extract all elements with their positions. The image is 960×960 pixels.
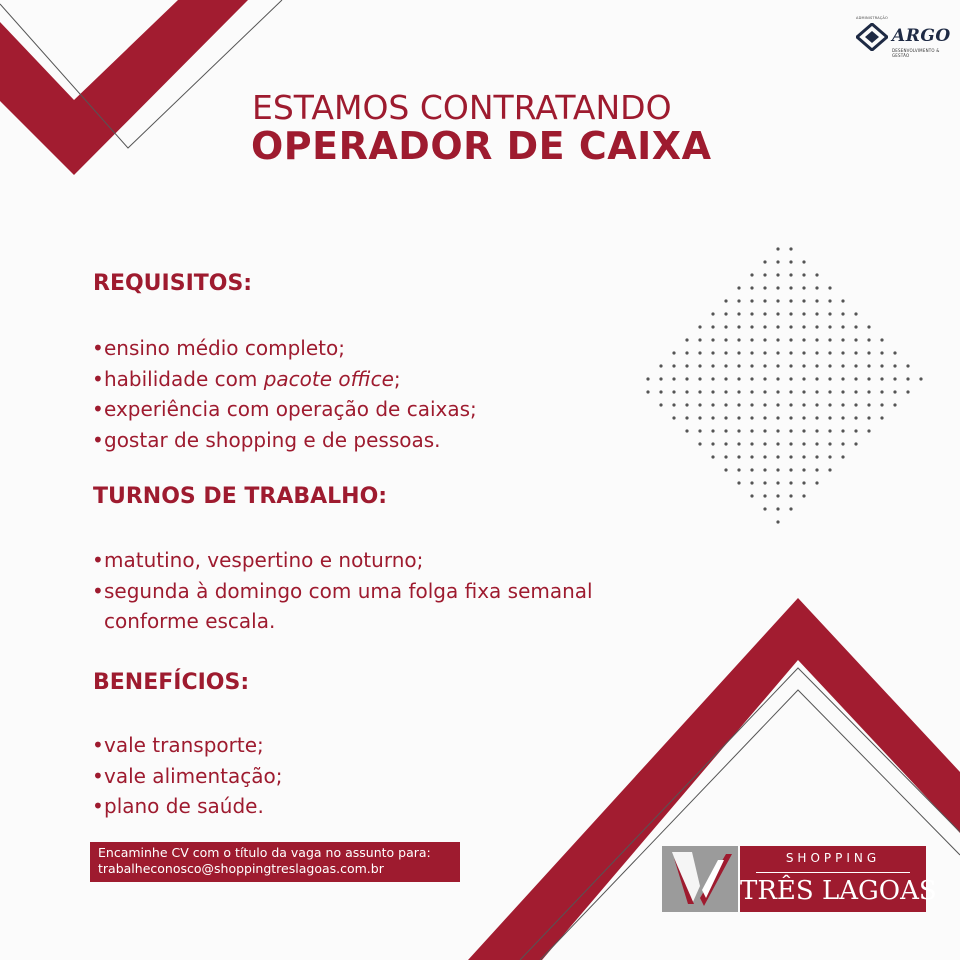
logo-name: TRÊS LAGOAS [740,876,937,906]
section-title-requisitos: REQUISITOS: [93,271,253,296]
contact-email[interactable]: trabalheconosco@shoppingtreslagoas.com.br [98,861,384,876]
shopping-tres-lagoas-logo [662,846,937,912]
turnos-list [92,545,664,637]
bullet: • [92,763,104,788]
requisitos-list [92,333,477,455]
bullet: • [92,733,104,757]
dotted-diamond-pattern [646,247,922,523]
contact-box [90,842,460,882]
list-item: • vale alimentação; [92,761,282,792]
logo-shopping-label: SHOPPING [785,851,881,865]
logo-text-block [740,846,937,912]
list-item: • segunda à domingo com uma folga fixa semanal conforme escala. [92,576,664,637]
argo-logo-name: ARGO [892,26,951,46]
list-item: • ensino médio completo; [92,333,477,364]
headline-hiring: ESTAMOS CONTRATANDO [252,88,672,127]
bullet: • [92,397,104,421]
argo-logo-subtitle: DESENVOLVIMENTO & GESTÃO [892,48,940,58]
bullet: • [92,548,104,572]
section-title-beneficios: BENEFÍCIOS: [93,670,250,695]
list-item: • plano de saúde. [92,791,282,822]
bullet: • [92,578,104,603]
section-title-turnos: TURNOS DE TRABALHO: [93,484,388,509]
list-item: • habilidade com pacote office; [92,364,477,395]
argo-diamond-icon [856,23,888,51]
logo-mark-icon [662,846,738,912]
bullet: • [92,794,104,818]
logo-divider [756,872,910,873]
bullet: • [92,427,104,452]
argo-logo [852,16,951,58]
headline-position: OPERADOR DE CAIXA [251,124,712,168]
list-item: • vale transporte; [92,730,282,761]
top-left-chevron [0,0,248,175]
bullet: • [92,366,104,391]
argo-logo-caption: ADMINISTRAÇÃO [856,16,888,20]
list-item: • matutino, vespertino e noturno; [92,545,664,576]
bullet: • [92,336,104,360]
list-item: • experiência com operação de caixas; [92,394,477,425]
beneficios-list [92,730,282,822]
list-item: • gostar de shopping e de pessoas. [92,425,477,456]
contact-instruction: Encaminhe CV com o título da vaga no assunto para: [98,845,431,860]
